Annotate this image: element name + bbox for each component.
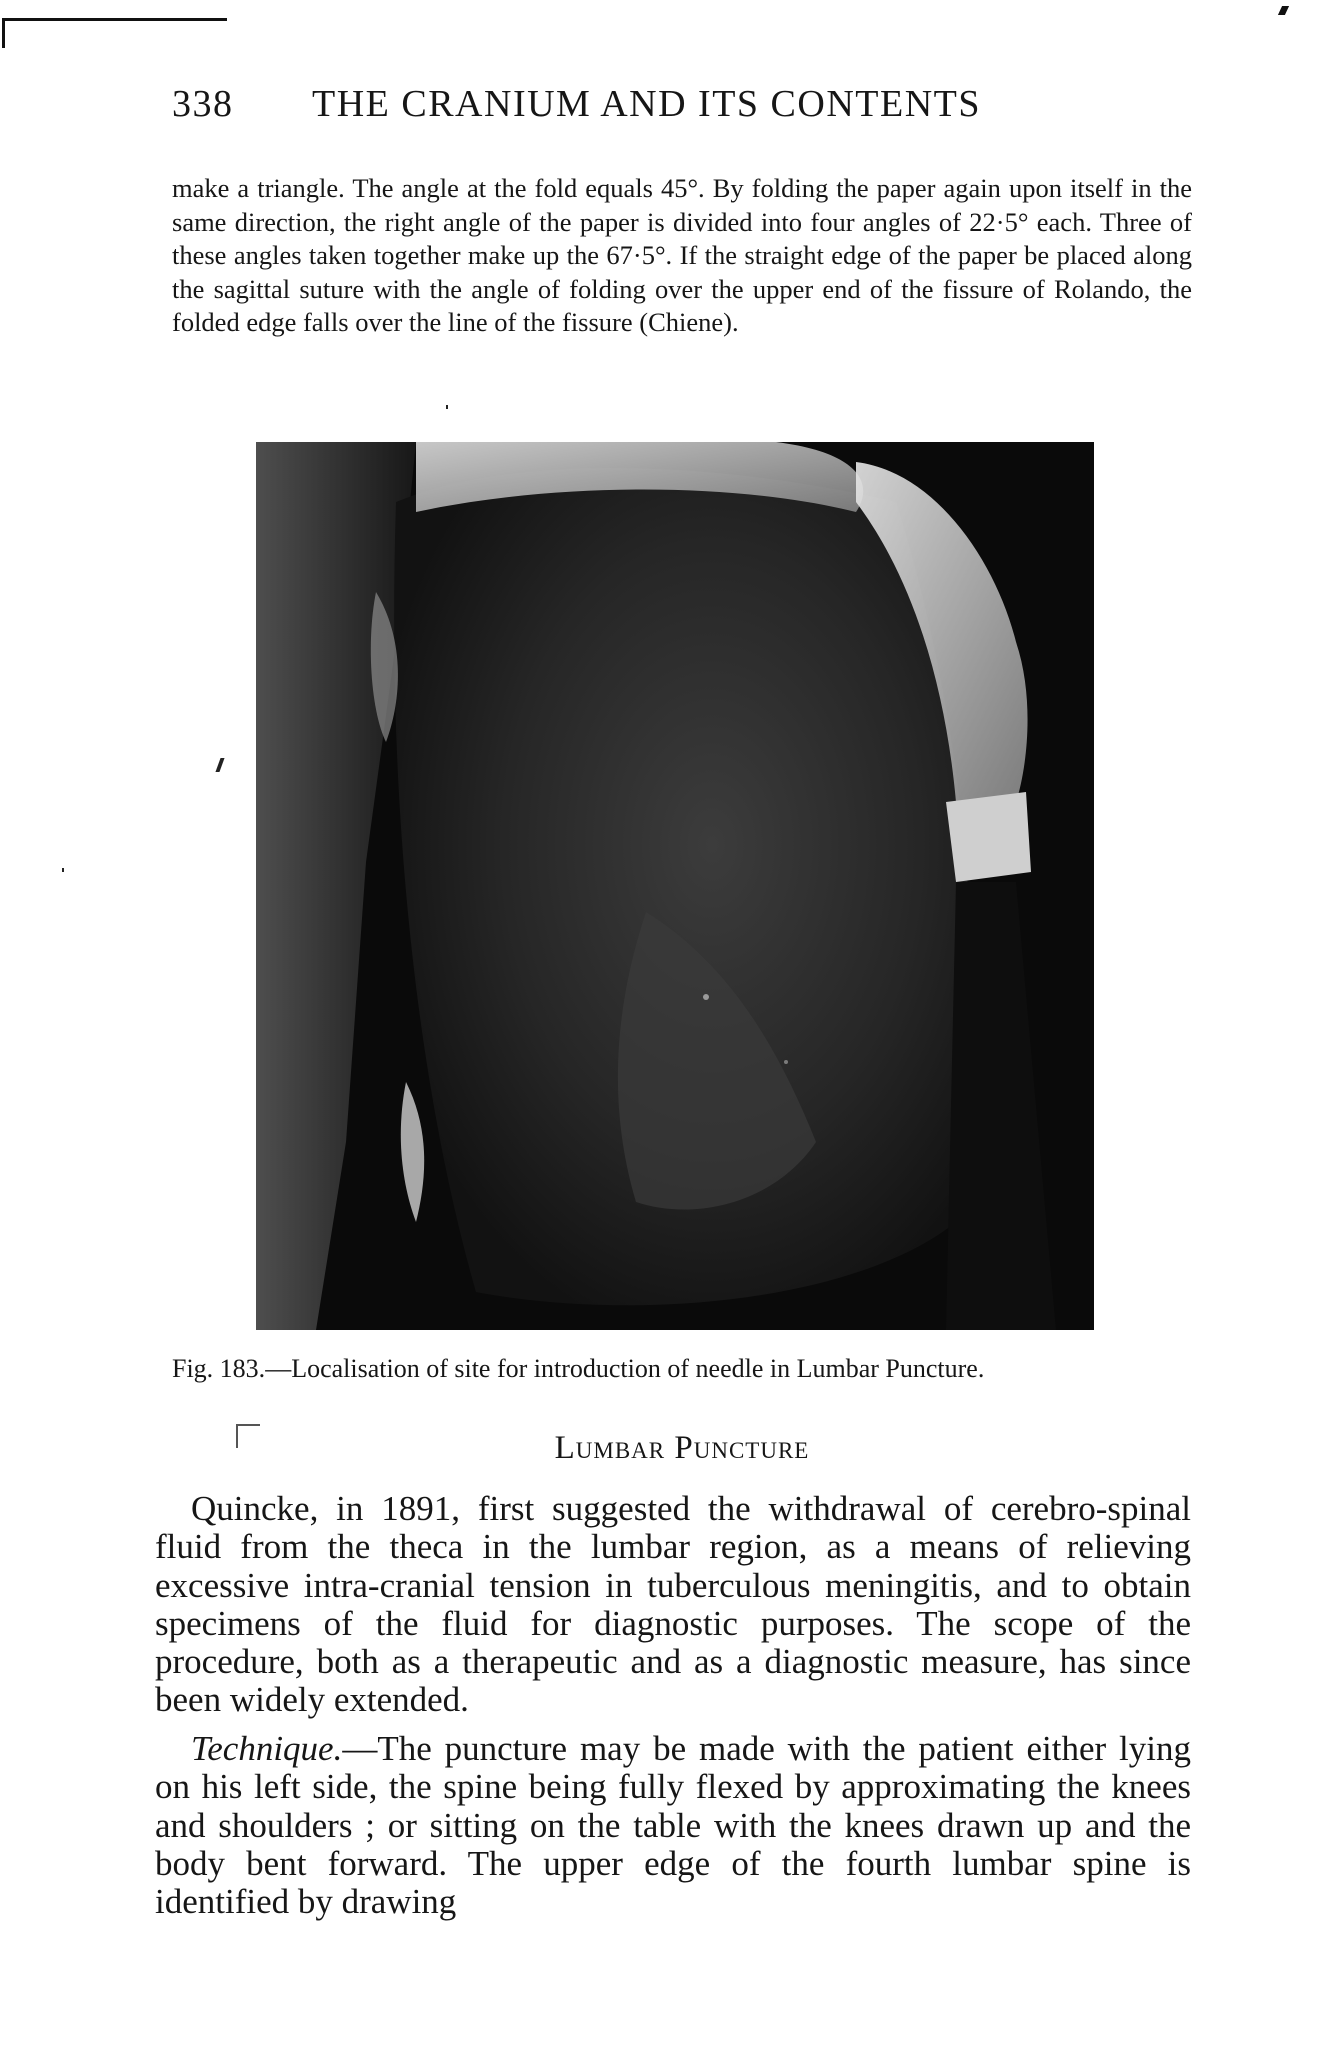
technique-lead: Technique.: [191, 1729, 343, 1768]
technique-text: —The puncture may be made with the patient either lying on his left side, the spine being fully flexed by approximating the knees and shoulders ; or sitting on the table with the knees drawn up and the body bent forward. The upper edge of the fourth lumbar spine is identified by drawing: [155, 1729, 1191, 1922]
figure-caption: [172, 1354, 1192, 1384]
paragraph-quincke: Quincke, in 1891, first suggested the withdrawal of cerebro-spinal fluid from the theca in the lumbar region, as a means of relieving excessive intra-cranial tension in tuberculous meningitis, and to obtain specimens of the fluid for diagnostic purposes. The scope of the procedure, both as a therapeutic and as a diagnostic measure, has since been widely extended.: [155, 1489, 1191, 1720]
section-heading: Lumbar Puncture: [554, 1430, 810, 1466]
margin-mark: [215, 758, 224, 772]
paragraph-technique: [155, 1730, 1191, 1921]
figure-lumbar-puncture-photo: [256, 442, 1094, 1330]
back-photograph: [256, 442, 1094, 1330]
margin-mark: [446, 405, 448, 409]
page-number: 338: [172, 83, 234, 125]
figure-label: Fig. 183.: [172, 1354, 266, 1383]
margin-mark: [62, 868, 64, 872]
caption-text: —Localisation of site for introduction of needle in Lumbar Puncture.: [265, 1354, 985, 1383]
running-head: [172, 82, 1182, 130]
corner-rule-horizontal: [2, 18, 227, 21]
margin-mark: [236, 1424, 260, 1426]
paragraph-fold-method: make a triangle. The angle at the fold equals 45°. By folding the paper again upon itself in the same direction, the right angle of the paper is divided into four angles of 22·5° each. Three of these angles taken together make up the 67·5°. If the straight edge of the paper be placed along the sagittal suture with the angle of folding over the upper end of the fissure of Rolando, the folded edge falls over the line of the fissure (Chiene).: [172, 173, 1192, 338]
running-title: THE CRANIUM AND ITS CONTENTS: [312, 83, 981, 125]
corner-rule-vertical: [2, 18, 5, 48]
corner-mark: [1278, 6, 1289, 15]
